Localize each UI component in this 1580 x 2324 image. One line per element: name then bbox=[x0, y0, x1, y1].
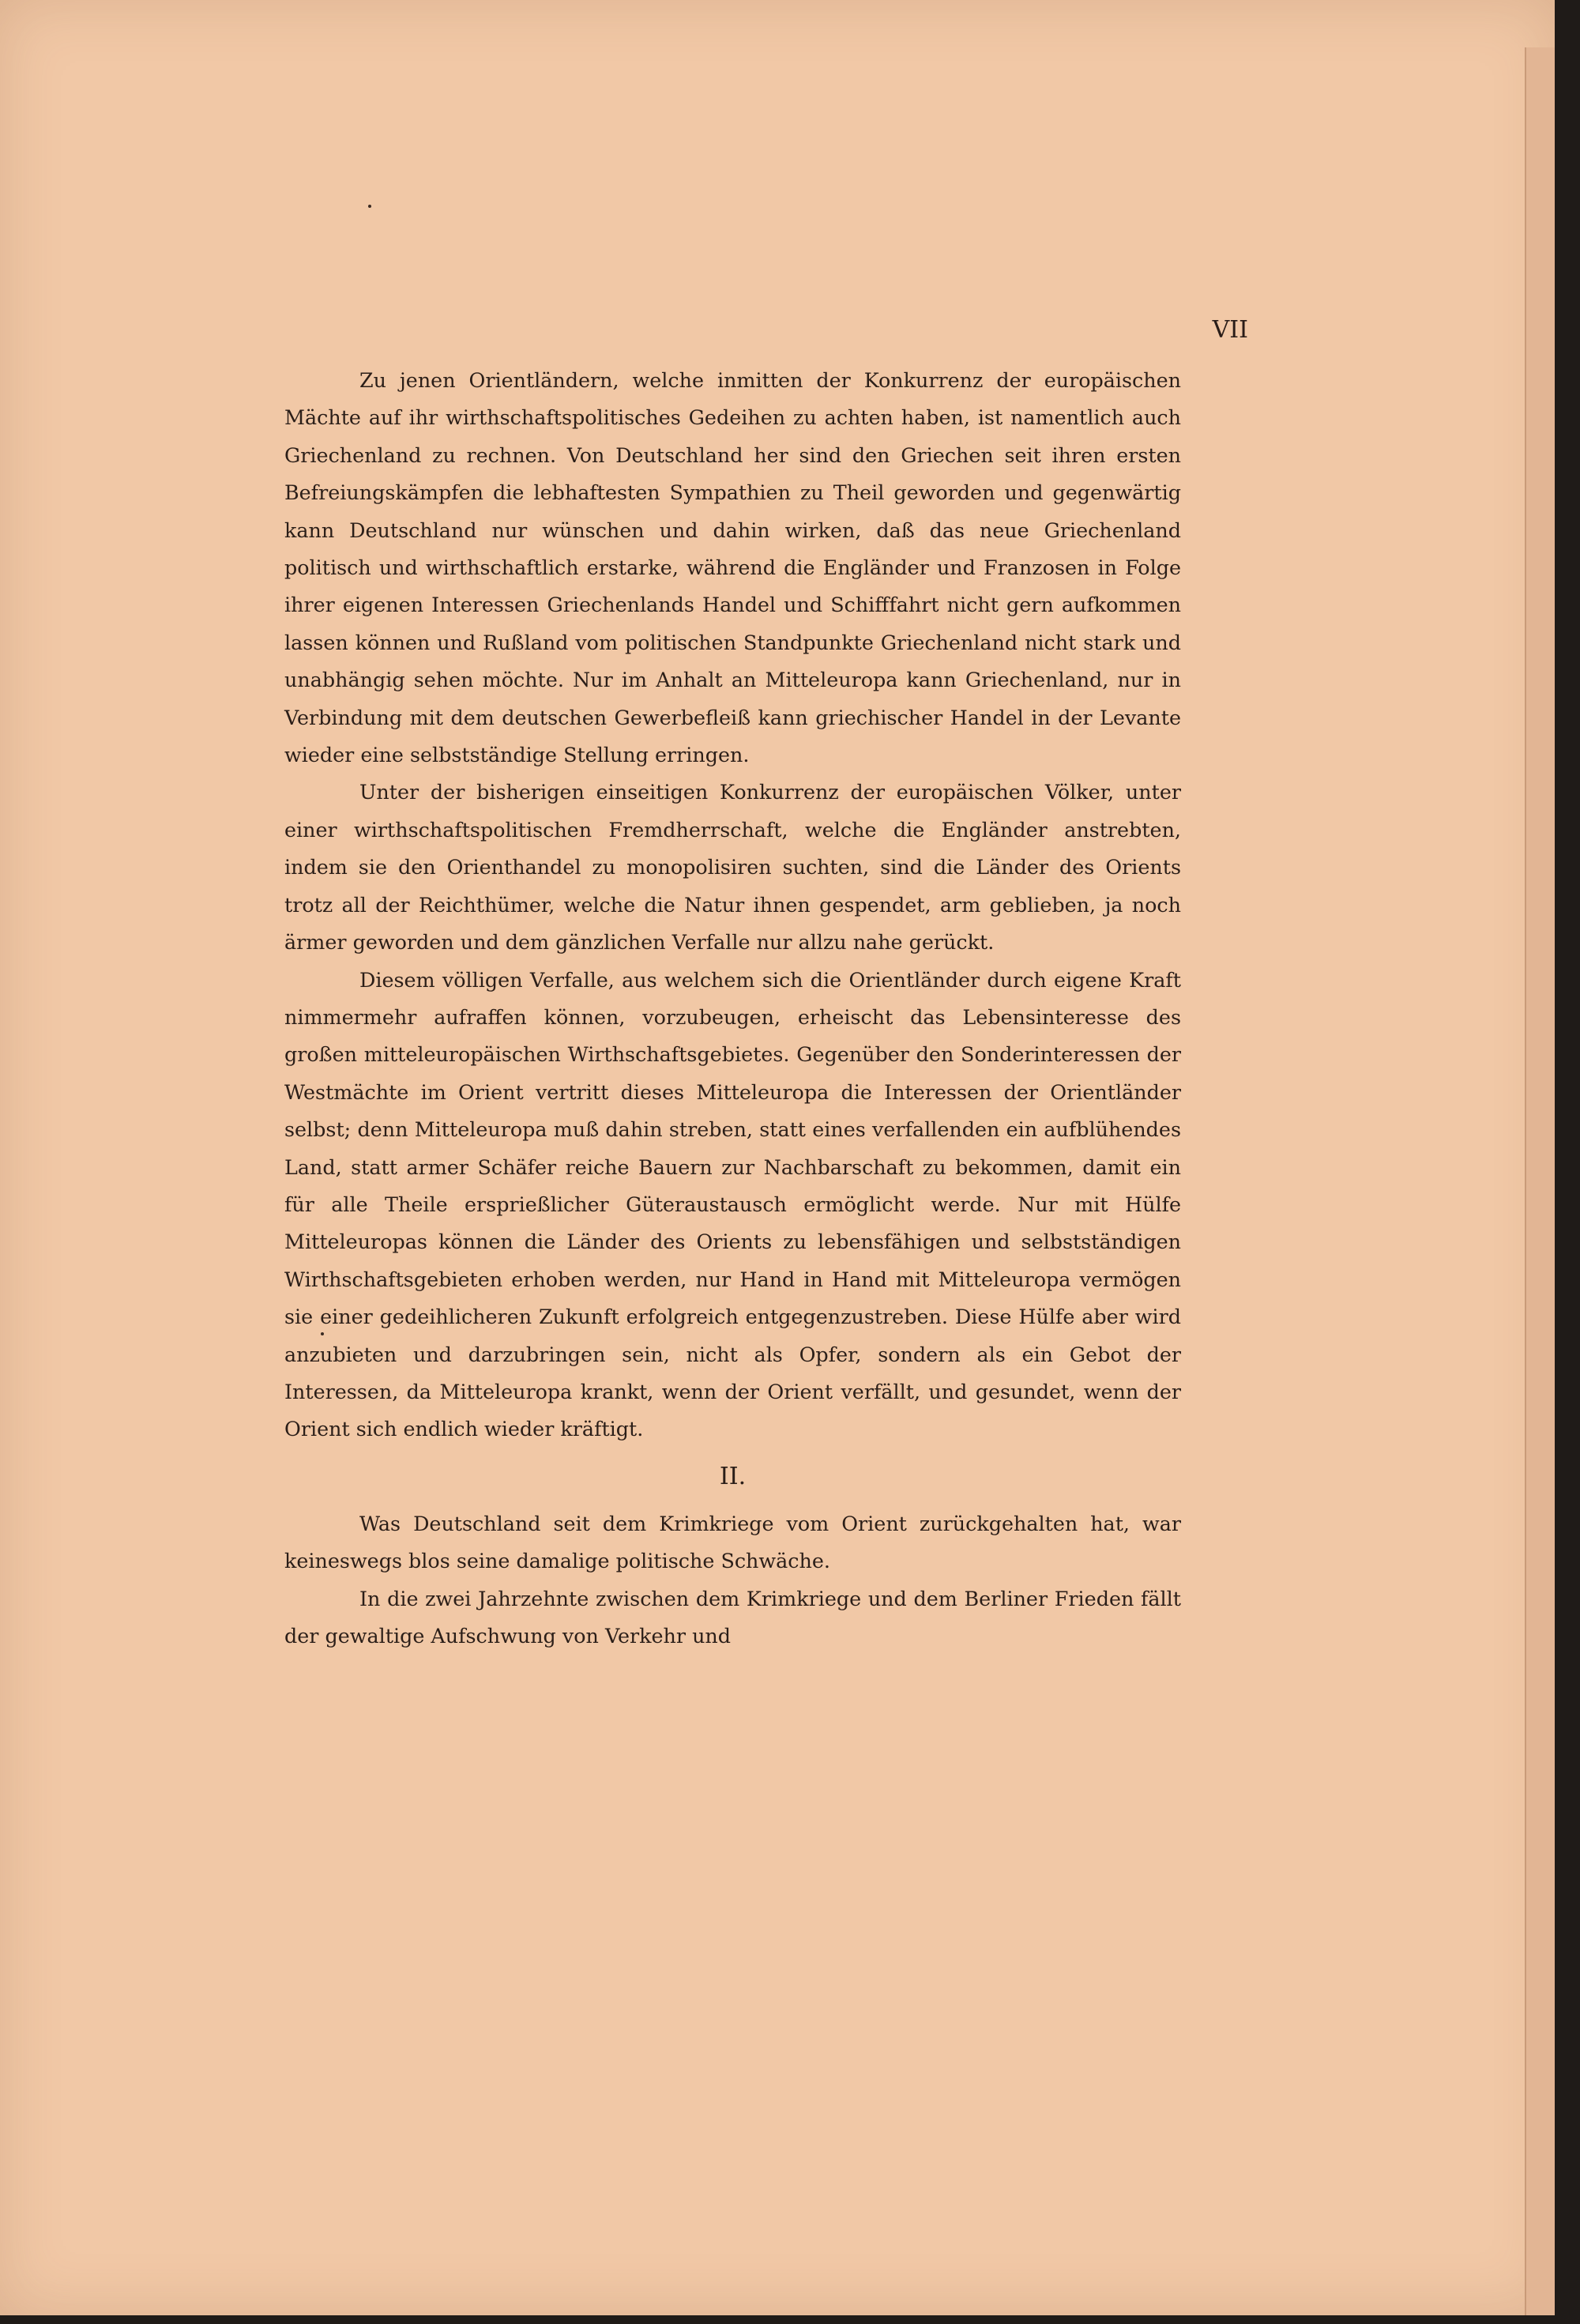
paragraph: Was Deutschland seit dem Krimkriege vom Orient zurückgehalten hat, war keineswegs blos seine damalige politische Schwäche. bbox=[284, 1511, 1181, 1573]
page-number: VII bbox=[1212, 316, 1248, 344]
paragraph: Diesem völligen Verfalle, aus welchem sich die Orientländer durch eigene Kraft nimmermehr aufraffen können, vorzubeugen, erheischt das Lebensinteresse des großen mitteleuropäischen Wirthschaftsgebietes. Gegenüber den Sonderinteressen der Westmächte im Orient vertritt dieses Mitteleuropa die Interessen der Orientländer selbst; denn Mitteleuropa muß dahin streben, statt eines verfallenden ein aufblühendes Land, statt armer Schäfer reiche Bauern zur Nachbarschaft zu bekommen, damit ein für alle Theile ersprießlicher Güteraustausch ermöglicht werde. Nur mit Hülfe Mitteleuropas können die Länder des Orients zu lebensfähigen und selbstständigen Wirthschaftsgebieten erhoben werden, nur Hand in Hand mit Mitteleuropa vermögen sie einer gedeihlicheren Zukunft erfolgreich entgegenzustreben. Diese Hülfe aber wird anzubieten und darzubringen sein, nicht als Opfer, sondern als ein Gebot der Interessen, da Mitteleuropa krankt, wenn der Orient verfällt, und gesundet, wenn der Orient sich endlich wieder kräftigt. bbox=[284, 967, 1181, 1441]
paragraph: In die zwei Jahrzehnte zwischen dem Krimkriege und dem Berliner Frieden fällt der gewaltige Aufschwung von Verkehr und bbox=[284, 1586, 1181, 1648]
section-heading: II. bbox=[719, 1462, 747, 1490]
paper-speck bbox=[368, 205, 371, 208]
page-edge bbox=[1525, 47, 1555, 2315]
paragraph: Zu jenen Orientländern, welche inmitten der Konkurrenz der europäischen Mächte auf ihr wirthschaftspolitisches Gedeihen zu achten haben, ist namentlich auch Griechenland zu rechnen. Von Deutschland her sind den Griechen seit ihren ersten Befreiungskämpfen die lebhaftesten Sympathien zu Theil geworden und gegenwärtig kann Deutschland nur wünschen und dahin wirken, daß das neue Griechenland politisch und wirthschaftlich erstarke, während die Engländer und Franzosen in Folge ihrer eigenen Interessen Griechenlands Handel und Schifffahrt nicht gern aufkommen lassen können und Rußland vom politischen Standpunkte Griechenland nicht stark und unabhängig sehen möchte. Nur im Anhalt an Mitteleuropa kann Griechenland, nur in Verbindung mit dem deutschen Gewerbefleiß kann griechischer Handel in der Levante wieder eine selbstständige Stellung erringen. bbox=[284, 368, 1181, 767]
paragraph: Unter der bisherigen einseitigen Konkurrenz der europäischen Völker, unter einer wirthschaftspolitischen Fremdherrschaft, welche die Engländer anstrebten, indem sie den Orienthandel zu monopolisiren suchten, sind die Länder des Orients trotz all der Reichthümer, welche die Natur ihnen gespendet, arm geblieben, ja noch ärmer geworden und dem gänzlichen Verfalle nur allzu nahe gerückt. bbox=[284, 780, 1181, 955]
body-text bbox=[284, 362, 1181, 1655]
